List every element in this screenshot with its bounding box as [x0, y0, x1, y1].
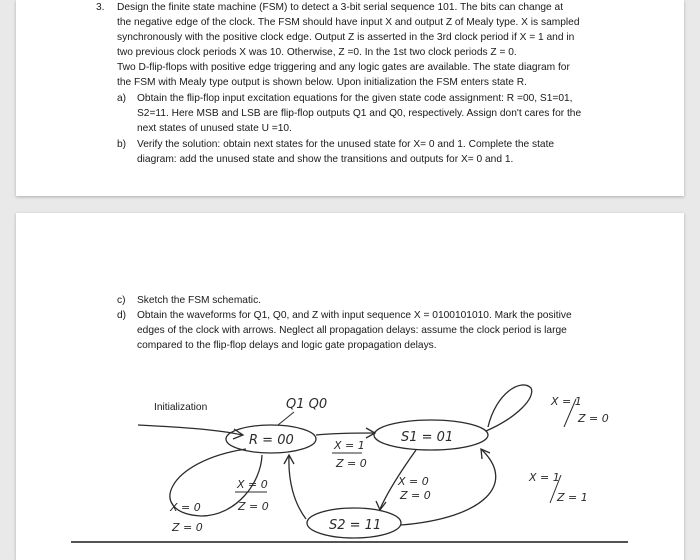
- r-self-x-label: X = 0: [170, 501, 201, 514]
- q-pointer-line: [278, 412, 294, 425]
- s2-to-r-x-label: X = 0: [237, 478, 268, 491]
- part-b-line-1: Verify the solution: obtain next states for the unused state for X= 0 and 1. Complete the state: [137, 139, 555, 150]
- s1-self-x-label: X = 1: [551, 395, 582, 408]
- part-c-line-1: Sketch the FSM schematic.: [137, 295, 261, 306]
- s1-to-s2-z-label: Z = 0: [400, 489, 431, 502]
- s1-self-loop: [486, 385, 532, 431]
- state-s1-label: S1 = 01: [401, 430, 454, 445]
- s2-to-s1-z-label: Z = 1: [557, 491, 588, 504]
- r-to-s1-x-label: X = 1: [334, 439, 365, 452]
- r-self-z-label: Z = 0: [172, 521, 203, 534]
- s2-to-r-z-label: Z = 0: [238, 500, 269, 513]
- initialization-label: Initialization: [154, 402, 208, 413]
- problem-number: 3.: [96, 2, 105, 13]
- part-b-line-2: diagram: add the unused state and show the transitions and outputs for X= 0 and 1.: [137, 154, 514, 165]
- part-a-line-3: next states of unused state U =10.: [137, 123, 292, 134]
- intro-line-3: synchronously with the positive clock edge. Output Z is asserted in the 3rd clock period if X = 1 and in: [117, 32, 575, 43]
- page-one: [16, 0, 684, 196]
- part-a-line-2: S2=11. Here MSB and LSB are flip-flop outputs Q1 and Q0, respectively. Assign don't cares for the: [137, 108, 582, 119]
- state-diagram: [16, 213, 684, 560]
- s1-to-s2-x-label: X = 0: [398, 475, 429, 488]
- intro-line-5: Two D-flip-flops with positive edge triggering and any logic gates are available. The state diagram for: [117, 62, 570, 73]
- s1-self-z-label: Z = 0: [578, 412, 609, 425]
- init-arrow: [138, 425, 242, 435]
- s2-to-s1-x-label: X = 1: [529, 471, 560, 484]
- page-two: [16, 213, 684, 560]
- part-d-line-1: Obtain the waveforms for Q1, Q0, and Z with input sequence X = 0100101010. Mark the positive: [137, 310, 572, 321]
- state-s2-label: S2 = 11: [329, 518, 382, 533]
- r-to-s1-arrow: [316, 433, 374, 435]
- part-d-line-2: edges of the clock with arrows. Neglect all propagation delays: assume the clock period is large: [137, 325, 567, 336]
- part-d-line-3: compared to the flip-flop delays and logic gate propagation delays.: [137, 340, 437, 351]
- q-label: Q1 Q0: [286, 397, 328, 412]
- intro-line-4: two previous clock periods X was 10. Otherwise, Z =0. In the 1st two clock periods Z = 0.: [117, 47, 517, 58]
- part-d-marker: d): [117, 310, 127, 321]
- intro-line-2: the negative edge of the clock. The FSM should have input X and output Z of Mealy type. X is sampled: [117, 17, 580, 28]
- part-a-line-1: Obtain the flip-flop input excitation equations for the given state code assignment: R =00, S1=01,: [137, 93, 573, 104]
- part-c-marker: c): [117, 295, 126, 306]
- part-b-marker: b): [117, 139, 127, 150]
- r-to-s1-z-label: Z = 0: [336, 457, 367, 470]
- part-a-marker: a): [117, 93, 127, 104]
- state-r-label: R = 00: [249, 433, 294, 448]
- intro-line-1: Design the finite state machine (FSM) to detect a 3-bit serial sequence 101. The bits can change at: [117, 2, 564, 13]
- intro-line-6: the FSM with Mealy type output is shown below. Upon initialization the FSM enters state R.: [117, 77, 527, 88]
- s2-to-r-arrow: [289, 456, 306, 519]
